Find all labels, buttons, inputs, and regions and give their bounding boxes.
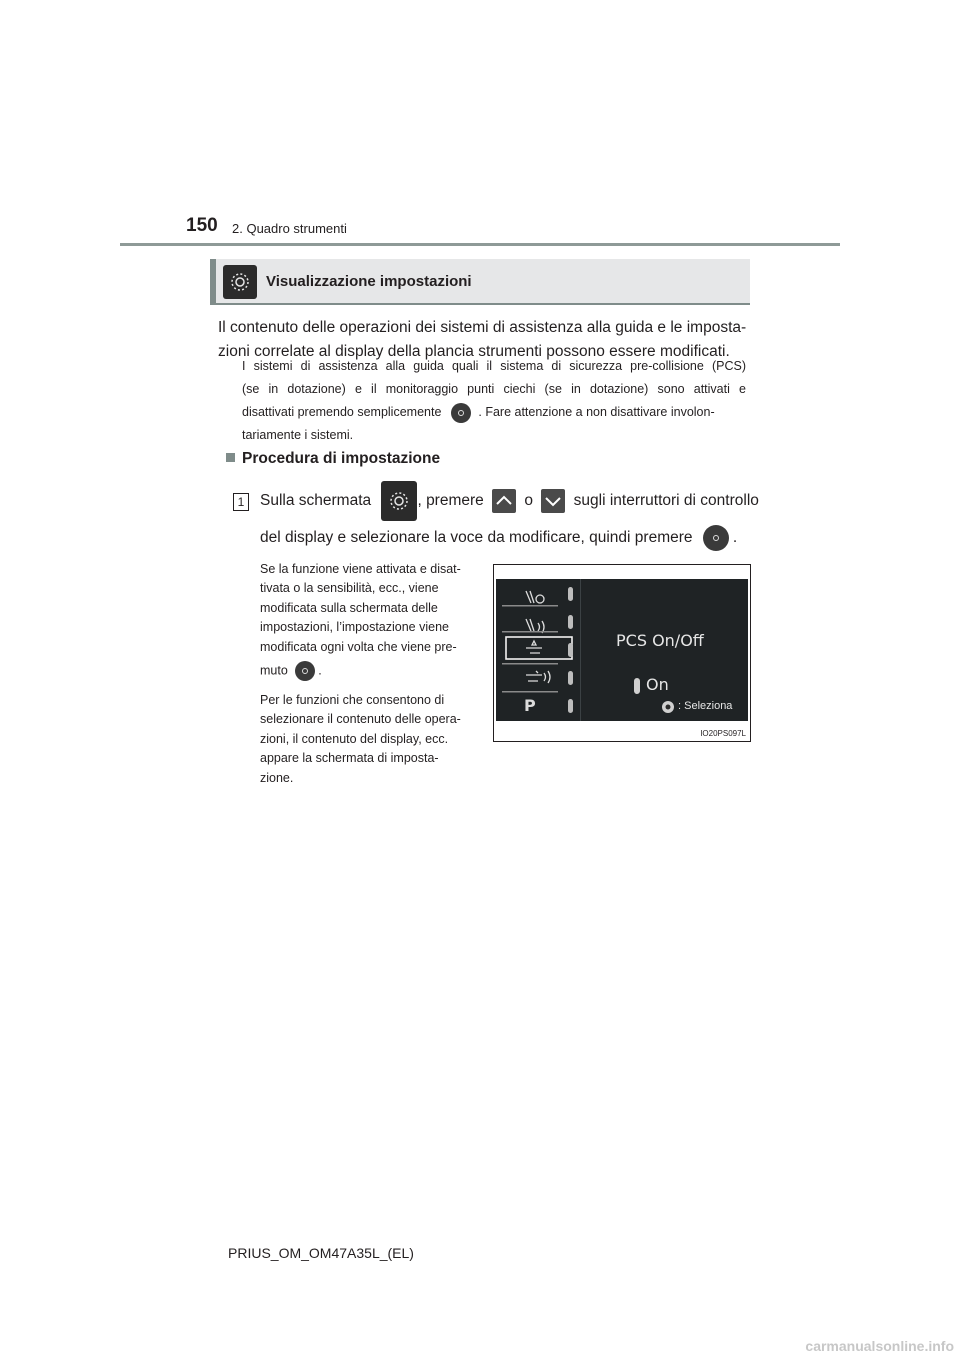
description-line: tivata o la sensibilità, ecc., viene (260, 581, 439, 596)
note-line: tariamente i sistemi. (242, 428, 354, 442)
select-button-icon (451, 403, 471, 423)
display-screen (496, 579, 748, 721)
toggle-indicator (634, 678, 640, 694)
note-text: . Fare attenzione a non disattivare involon- (478, 405, 715, 419)
gear-icon (381, 481, 417, 521)
header-rule (120, 243, 840, 246)
step-line (260, 525, 737, 551)
description-line: zioni, il contenuto del display, ecc. (260, 731, 449, 746)
chevron-up-icon (492, 489, 516, 513)
menu-scroll-indicators (568, 587, 573, 713)
note-line (242, 400, 746, 423)
description-text: . (318, 663, 322, 678)
function-state: On (646, 675, 669, 694)
section-title: Visualizzazione impostazioni (266, 273, 472, 290)
description-line: Se la funzione viene attivata e disat- (260, 562, 461, 576)
intro-line: zioni correlate al display della plancia strumenti possono essere modificati. (218, 343, 730, 360)
watermark: carmanualsonline.info (805, 1338, 954, 1354)
note-line: I sistemi di assistenza alla guida quali il sistema di sicurezza pre-collisione (PCS) (242, 359, 746, 373)
intro-line: Il contenuto delle operazioni dei sistemi di assistenza alla guida e le imposta- (218, 319, 747, 336)
step-text: sugli interruttori di controllo (573, 492, 759, 510)
gear-icon (223, 265, 257, 299)
section-header (210, 259, 750, 305)
step-text: del display e selezionare la voce da modificare, quindi premere (260, 529, 693, 547)
menu-icon-list (506, 591, 572, 683)
description-line: Per le funzioni che consentono di (260, 693, 445, 708)
description-line: modificata sulla schermata delle (260, 600, 438, 615)
footer-doc-code: PRIUS_OM_OM47A35L_(EL) (228, 1245, 414, 1261)
chapter-title: 2. Quadro strumenti (232, 221, 347, 236)
function-title: PCS On/Off (616, 631, 704, 650)
step-line (260, 481, 759, 521)
select-button-icon (703, 525, 729, 551)
description-line: modificata ogni volta che viene pre- (260, 639, 457, 654)
svg-text:P: P (524, 696, 536, 715)
procedure-heading-text: Procedura di impostazione (242, 450, 441, 467)
section-edge (210, 259, 216, 303)
step-text: . (732, 529, 738, 547)
select-button-icon (295, 661, 315, 681)
procedure-heading (226, 450, 440, 468)
description (260, 560, 478, 788)
step-text: o (524, 492, 534, 510)
square-bullet-icon (226, 453, 235, 462)
description-line: selezionare il contenuto delle opera- (260, 712, 461, 727)
select-hint-text: : Seleziona (678, 700, 733, 712)
description-line (260, 661, 478, 681)
note-line: (se in dotazione) e il monitoraggio punti ciechi (se in dotazione) sono attivati e (242, 382, 746, 396)
note-text: disattivati premendo semplicemente (242, 405, 442, 419)
step-number: 1 (233, 493, 249, 511)
chevron-down-icon (541, 489, 565, 513)
description-line: zione. (260, 770, 294, 785)
description-line: impostazioni, l’impostazione viene (260, 620, 449, 635)
paragraph-gap (260, 681, 478, 691)
figure-code: IO20PS097L (700, 729, 746, 738)
note-paragraph (242, 354, 746, 446)
settings-screen-figure (493, 564, 751, 742)
page-number: 150 (186, 215, 218, 236)
description-line: appare la schermata di imposta- (260, 751, 439, 766)
description-text: muto (260, 663, 288, 678)
step-text: Sulla schermata (260, 492, 372, 510)
step-text: , premere (417, 492, 484, 510)
